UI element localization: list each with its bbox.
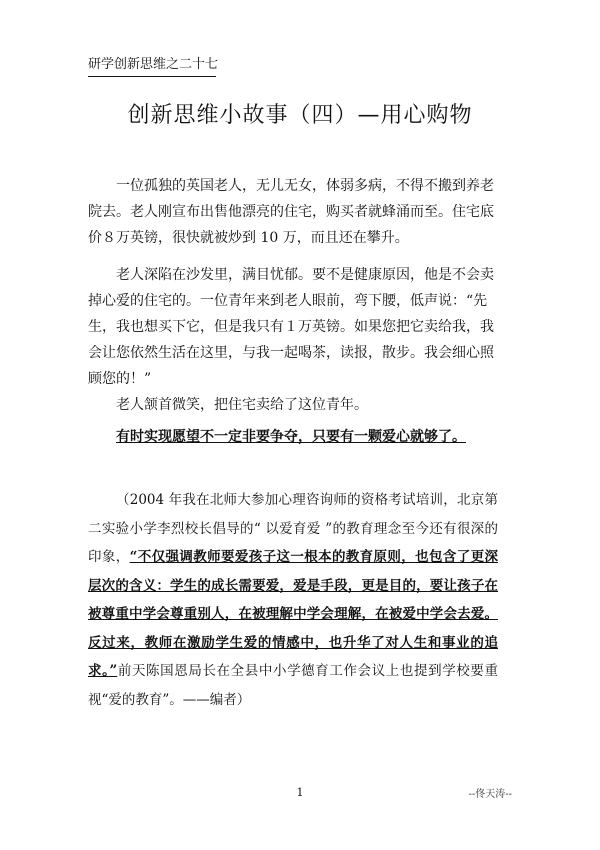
page-title: 创新思维小故事（四）—用心购物 — [127, 103, 473, 128]
story-paragraph-1: 一位孤独的英国老人，无儿无女，体弱多病，不得不搬到养老院去。老人刚宣布出售他漂亮的住宅，购买者就蜂涌而至。住宅底价８万英镑，很快就被炒到 10 万，而且还在攀升。 — [88, 178, 494, 246]
series-header: 研学创新思维之二十七 — [88, 56, 216, 77]
editor-note-quote: “不仅强调教师要爱孩子这一根本的教育原则，也包含了更深层次的含义：学生的成长需要爱，爱是手段，更是目的，要让孩子在被尊重中学会尊重别人，在被理解中学会理解，在被爱中学会去爱。反过来，教师在激励学生爱的情感中，也升华了对人生和事业的追求。” — [88, 549, 499, 679]
editor-note-closing: 前天陈国恩局长在全县中小学德育工作会议上也提到学校要重视“爱的教育”。——编者） — [88, 663, 499, 708]
page-number: 1 — [296, 786, 304, 799]
editor-note-intro: （2004 年我在北师大参加心理咨询师的资格考试培训，北京第二实验小学李烈校长倡导的“ 以爱育爱 ”的教育理念至今还有很深的印象， — [88, 492, 498, 565]
editor-note — [88, 486, 498, 714]
story-paragraph-3: 老人颔首微笑，把住宅卖给了这位青年。 — [116, 397, 368, 413]
lesson-line: 有时实现愿望不一定非要争夺，只要有一颗爱心就够了。 — [116, 429, 466, 445]
story-paragraph-2: 老人深陷在沙发里，满目忧郁。要不是健康原因，他是不会卖掉心爱的住宅的。一位青年来到老人眼前，弯下腰，低声说：“先生，我也想买下它，但是我只有１万英镑。如果您把它卖给我，我会让您依然生活在这里，与我一起喝茶，读报，散步。我会细心照顾您的！” — [88, 267, 494, 387]
page-footer: --佟天涛-- — [468, 789, 512, 800]
